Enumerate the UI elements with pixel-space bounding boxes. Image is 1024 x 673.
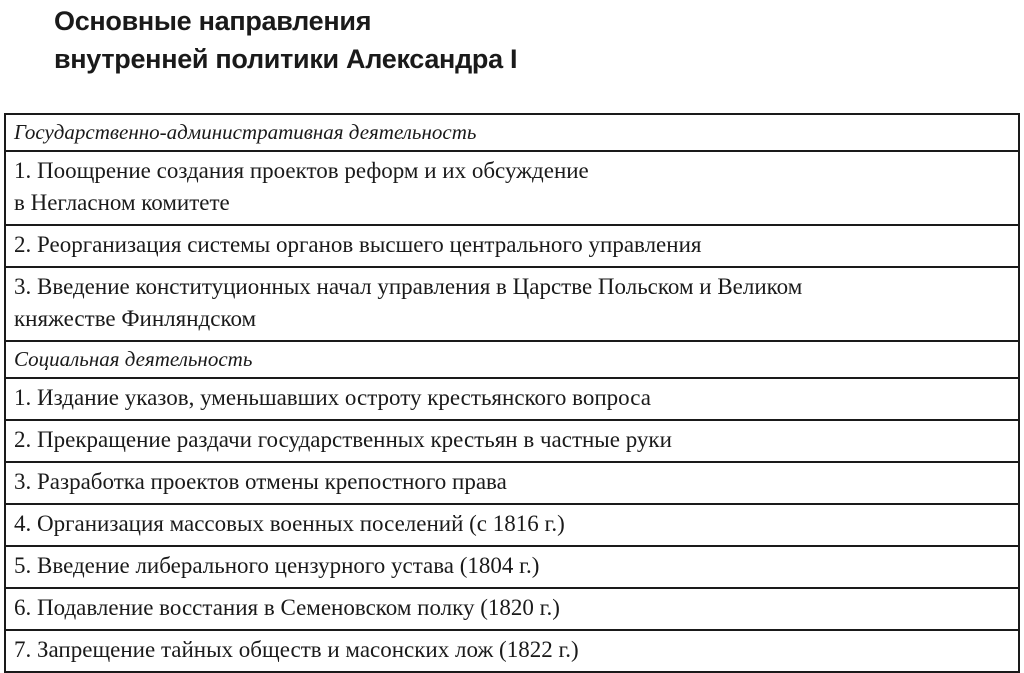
section-heading-administrative: Государственно-административная деятельность <box>6 115 1018 152</box>
table-row <box>6 463 1018 505</box>
table-row <box>6 547 1018 589</box>
row-text-line: 3. Введение конституционных начал управления в Царстве Польском и Великом <box>14 274 803 299</box>
table-row <box>6 421 1018 463</box>
table-row <box>6 226 1018 268</box>
page-title-line-2: внутренней политики Александра I <box>54 44 518 74</box>
row-text-line: 5. Введение либерального цензурного устава (1804 г.) <box>14 553 540 578</box>
page-title-line-1: Основные направления <box>54 6 372 36</box>
row-text-line: 2. Реорганизация системы органов высшего центрального управления <box>14 232 702 257</box>
policy-table <box>4 113 1020 673</box>
row-text-line: княжестве Финляндском <box>14 306 257 331</box>
page-title <box>54 2 517 78</box>
row-text-line: 3. Разработка проектов отмены крепостного права <box>14 469 507 494</box>
table-row <box>6 379 1018 421</box>
row-text-line: 6. Подавление восстания в Семеновском полку (1820 г.) <box>14 595 560 620</box>
table-row <box>6 631 1018 673</box>
row-text-line: 7. Запрещение тайных обществ и масонских лож (1822 г.) <box>14 637 579 662</box>
row-text-line: 1. Поощрение создания проектов реформ и их обсуждение <box>14 158 589 183</box>
section-heading-social: Социальная деятельность <box>6 342 1018 379</box>
table-row <box>6 589 1018 631</box>
row-text-line: 2. Прекращение раздачи государственных крестьян в частные руки <box>14 427 672 452</box>
row-text-line: 1. Издание указов, уменьшавших остроту крестьянского вопроса <box>14 385 651 410</box>
table-row <box>6 505 1018 547</box>
row-text-line: 4. Организация массовых военных поселений (с 1816 г.) <box>14 511 565 536</box>
row-text-line: в Негласном комитете <box>14 190 230 215</box>
table-row <box>6 152 1018 226</box>
table-row <box>6 268 1018 342</box>
